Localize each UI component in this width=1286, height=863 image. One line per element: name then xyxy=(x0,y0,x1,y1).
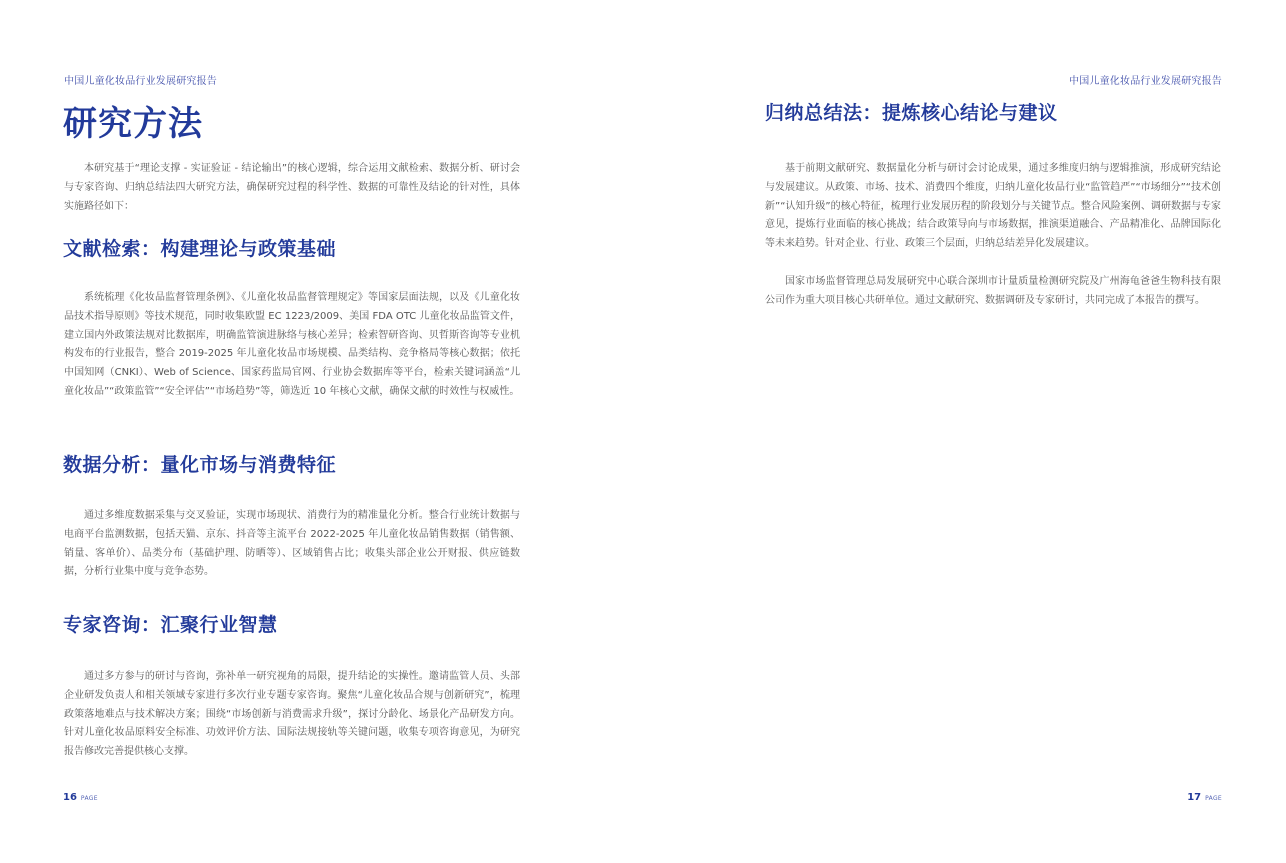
running-header-right: 中国儿童化妆品行业发展研究报告 xyxy=(1069,76,1222,87)
page-number-right xyxy=(1187,792,1222,803)
section-heading-expert: 专家咨询：汇聚行业智慧 xyxy=(63,614,278,636)
section-body-data-analysis: 通过多维度数据采集与交叉验证，实现市场现状、消费行为的精准量化分析。整合行业统计数据与电商平台监测数据，包括天猫、京东、抖音等主流平台 2022-2025 年儿童化妆品销售数据（销售额、销量、客单价）、品类分布（基础护理、防晒等）、区域销售占比；收集头部企业公开财报、供应链数据，分析行业集中度与竞争态势。 xyxy=(64,510,520,578)
page-number-label: PAGE xyxy=(80,795,98,802)
section-heading-data-analysis: 数据分析：量化市场与消费特征 xyxy=(63,454,337,476)
intro-paragraph: 本研究基于“理论支撑 - 实证验证 - 结论输出”的核心逻辑，综合运用文献检索、数据分析、研讨会与专家咨询、归纳总结法四大研究方法，确保研究过程的科学性、数据的可靠性及结论的针对性，具体实施路径如下： xyxy=(64,163,520,212)
section-body-induction: 基于前期文献研究、数据量化分析与研讨会讨论成果，通过多维度归纳与逻辑推演，形成研究结论与发展建议。从政策、市场、技术、消费四个维度，归纳儿童化妆品行业“监管趋严”“市场细分”“技术创新”“认知升级”的核心特征，梳理行业发展历程的阶段划分与关键节点。整合风险案例、调研数据与专家意见，提炼行业面临的核心挑战；结合政策导向与市场数据，推演渠道融合、产品精准化、品牌国际化等未来趋势。针对企业、行业、政策三个层面，归纳总结差异化发展建议。 xyxy=(765,163,1221,250)
section-body-literature: 系统梳理《化妆品监督管理条例》、《儿童化妆品监督管理规定》等国家层面法规，以及《儿童化妆品技术指导原则》等技术规范，同时收集欧盟 EC 1223/2009、美国 FDA OTC 儿童化妆品监管文件，建立国内外政策法规对比数据库，明确监管演进脉络与核心差异；检索智研咨询、贝哲斯咨询等专业机构发布的行业报告，整合 2019-2025 年儿童化妆品市场规模、品类结构、竞争格局等核心数据；依托中国知网（CNKI）、Web of Science、国家药监局官网、行业协会数据库等平台，检索关键词涵盖“儿童化妆品”“政策监管”“安全评估”“市场趋势”等，筛选近 10 年核心文献，确保文献的时效性与权威性。 xyxy=(64,292,520,397)
partners-paragraph: 国家市场监督管理总局发展研究中心联合深圳市计量质量检测研究院及广州海龟爸爸生物科技有限公司作为重大项目核心共研单位。通过文献研究、数据调研及专家研讨，共同完成了本报告的撰写。 xyxy=(765,276,1221,306)
page-number-value: 17 xyxy=(1187,792,1202,803)
right-page xyxy=(643,0,1286,863)
section-heading-literature: 文献检索：构建理论与政策基础 xyxy=(63,238,337,260)
page-number-value: 16 xyxy=(63,792,77,803)
page-number-label: PAGE xyxy=(1205,795,1222,802)
section-heading-induction: 归纳总结法：提炼核心结论与建议 xyxy=(765,102,1058,124)
section-body-expert: 通过多方参与的研讨与咨询，弥补单一研究视角的局限，提升结论的实操性。邀请监管人员、头部企业研发负责人和相关领域专家进行多次行业专题专家咨询。聚焦“儿童化妆品合规与创新研究”，梳理政策落地难点与技术解决方案；围绕“市场创新与消费需求升级”，探讨分龄化、场景化产品研发方向。针对儿童化妆品原料安全标准、功效评价方法、国际法规接轨等关键问题，收集专项咨询意见，为研究报告修改完善提供核心支撑。 xyxy=(64,671,520,758)
running-header-left: 中国儿童化妆品行业发展研究报告 xyxy=(64,76,217,87)
page-number-left xyxy=(63,792,98,803)
page-title: 研究方法 xyxy=(63,104,203,144)
